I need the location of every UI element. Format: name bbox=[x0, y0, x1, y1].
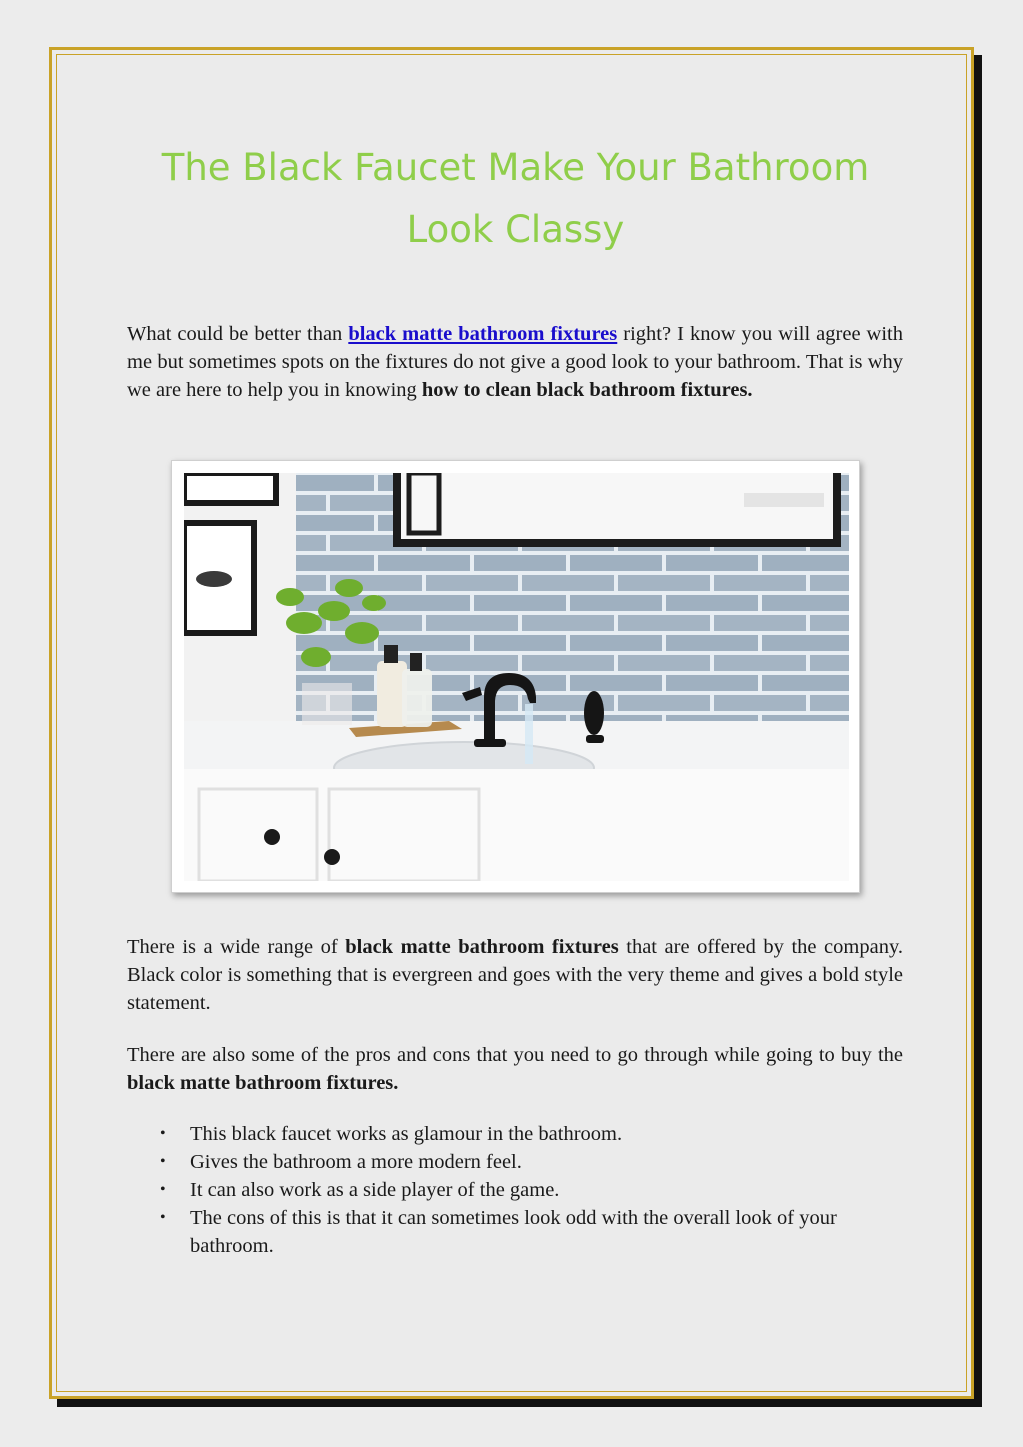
bullet-icon: • bbox=[160, 1153, 166, 1170]
pros-cons-bold-text: black matte bathroom fixtures. bbox=[127, 1072, 399, 1094]
bathroom-photo bbox=[171, 460, 860, 893]
page-inner-border bbox=[56, 54, 967, 1392]
pros-cons-paragraph bbox=[127, 1041, 903, 1097]
bullet-icon: • bbox=[160, 1181, 166, 1198]
soap-bottle bbox=[402, 669, 432, 727]
intro-paragraph bbox=[127, 320, 903, 404]
page-title bbox=[57, 137, 974, 261]
mirror bbox=[397, 473, 837, 543]
bullet-icon: • bbox=[160, 1209, 166, 1226]
range-text-end: that are offered by the company. Black color is something that is evergreen and goes with the very theme and gives a bold style statement. bbox=[127, 936, 903, 1014]
intro-bold-text: how to clean black bathroom fixtures. bbox=[421, 379, 753, 401]
list-item-text: Gives the bathroom a more modern feel. bbox=[190, 1151, 522, 1173]
title-line-2: Look Classy bbox=[406, 208, 625, 251]
list-item bbox=[127, 1120, 903, 1148]
range-paragraph bbox=[127, 933, 903, 1017]
range-bold-text: black matte bathroom fixtures bbox=[345, 936, 619, 958]
cabinet-knob bbox=[264, 829, 280, 845]
bathroom-photo-icon bbox=[184, 473, 849, 881]
black-matte-fixtures-link[interactable]: black matte bathroom fixtures bbox=[348, 323, 618, 345]
title-line-1: The Black Faucet Make Your Bathroom bbox=[161, 146, 870, 189]
intro-text-start: What could be better than bbox=[127, 323, 349, 345]
list-item-text: It can also work as a side player of the game. bbox=[190, 1179, 560, 1201]
pros-cons-text-start: There are also some of the pros and cons that you need to go through while going to buy the bbox=[127, 1044, 903, 1066]
list-item bbox=[127, 1204, 903, 1260]
pros-cons-list bbox=[127, 1120, 903, 1260]
list-item bbox=[127, 1148, 903, 1176]
intro-text-middle: right? I know you will agree with me but sometimes spots on the fixtures do not give a good look to your bathroom. That is why we are here to help you in knowing bbox=[127, 323, 903, 401]
cabinet-knob bbox=[324, 849, 340, 865]
page-frame bbox=[49, 47, 974, 1399]
list-item-text: This black faucet works as glamour in the bathroom. bbox=[190, 1123, 623, 1145]
list-item bbox=[127, 1176, 903, 1204]
list-item-text: The cons of this is that it can sometimes look odd with the overall look of your bathroom. bbox=[190, 1207, 837, 1257]
range-text-start: There is a wide range of bbox=[127, 936, 346, 958]
bullet-icon: • bbox=[160, 1125, 166, 1142]
